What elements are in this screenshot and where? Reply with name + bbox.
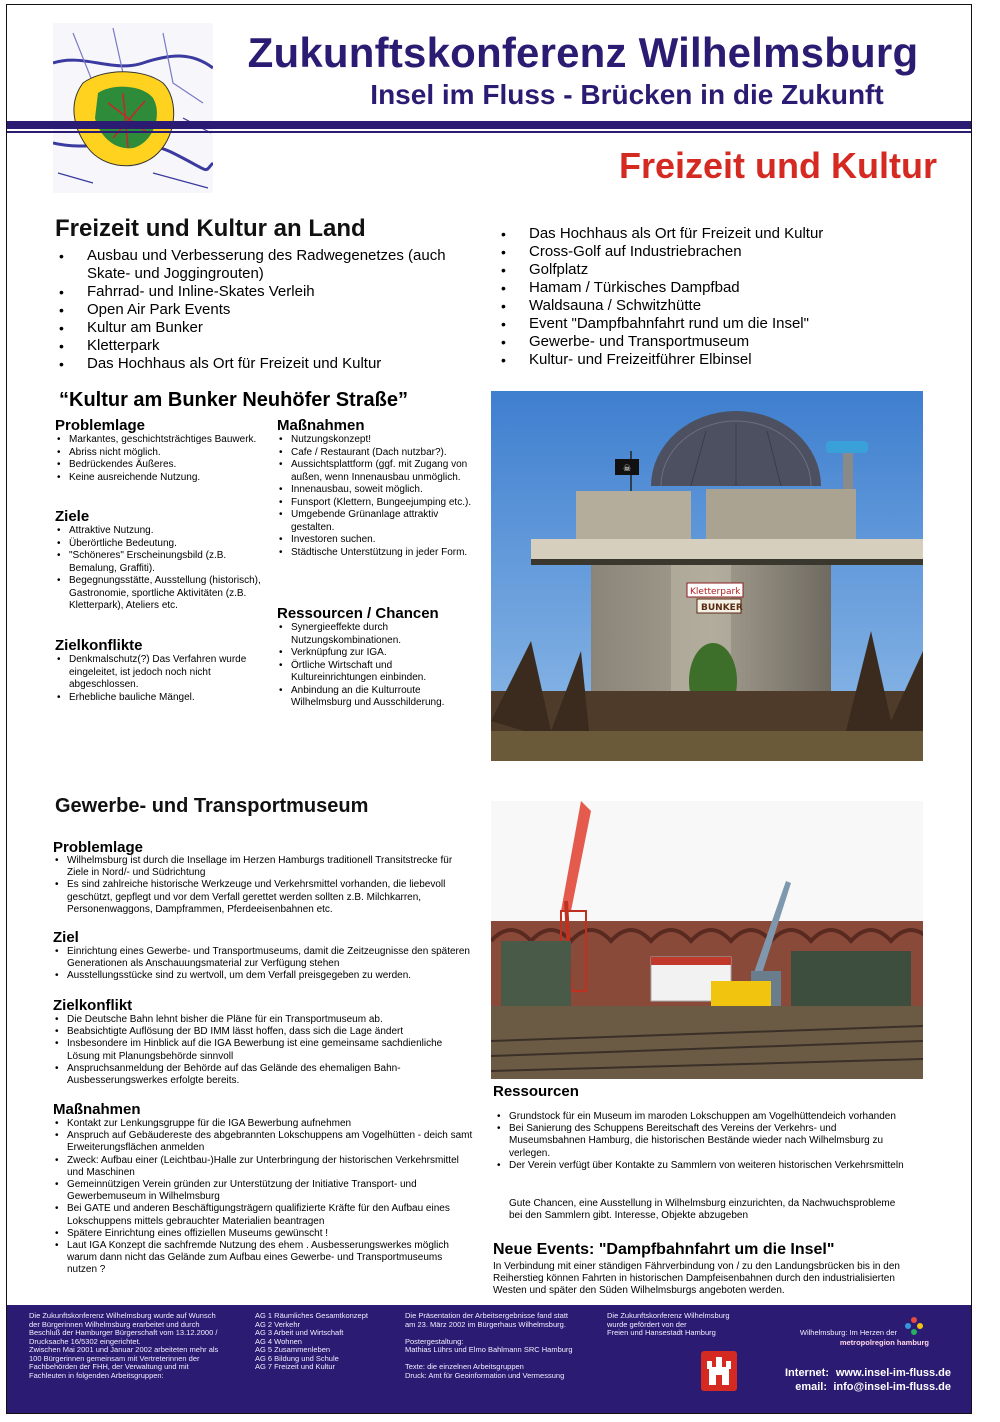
museum-zielkonflikt-list	[53, 1014, 473, 1087]
museum-ziel-heading: Ziel	[53, 929, 79, 946]
footer-internet-label: Internet:	[785, 1367, 829, 1379]
list-item: • Ausstellungsstücke sind zu wertvoll, um dem Verfall preisgegeben zu werden.	[53, 970, 473, 982]
list-item: • Kultur- und Freizeitführer Elbinsel	[497, 351, 927, 369]
list-item: • Attraktive Nutzung.	[55, 525, 261, 538]
list-item: • Hamam / Türkisches Dampfbad	[497, 279, 927, 297]
list-item: • Open Air Park Events	[55, 301, 491, 319]
list-item: • Keine ausreichende Nutzung.	[55, 472, 265, 485]
museum-problemlage-heading: Problemlage	[53, 839, 144, 856]
footer-email-label: email:	[795, 1381, 827, 1393]
bunker-sign-kletterpark: Kletterpark	[690, 587, 741, 597]
list-item: • Städtische Unterstützung in jeder Form.	[277, 547, 477, 560]
bunker-massnahmen-heading: Maßnahmen	[277, 417, 365, 434]
events-heading: Neue Events: "Dampfbahnfahrt um die Insel"	[493, 1241, 835, 1258]
list-item: • Anspruchsanmeldung der Behörde auf das Gelände des ehemaligen Bahn-Ausbesserungswerkes erfolgte bereits.	[53, 1063, 473, 1087]
list-item: • Gewerbe- und Transportmuseum	[497, 333, 927, 351]
footer-about: Die Zukunftskonferenz Wilhelmsburg wurde auf Wunsch der Bürgerinnen Wilhelmsburg erarbeitet und durch Beschluß der Hamburger Bürgerschaft vom 13.12.2000 / Drucksache 16/5302 eingerichtet. Zwischen Mai 2001 und Januar 2002 arbeiteten mehr als 100 Bürgerinnen gemeinsam mit Vertreterinnen der Fachbehörden der FHH, der Verwaltung und mit Fachleuten in folgenden Arbeitsgruppen:	[29, 1311, 219, 1380]
list-item: • Kontakt zur Lenkungsgruppe für die IGA Bewerbung aufnehmen	[53, 1118, 473, 1130]
list-item: • Überörtliche Bedeutung.	[55, 538, 261, 551]
list-item: • Abriss nicht möglich.	[55, 447, 265, 460]
railway-yard-photo	[491, 801, 923, 1079]
bunker-problemlage-list	[55, 434, 265, 484]
bunker-ressourcen-list	[277, 622, 477, 710]
bunker-zielkonflikte-heading: Zielkonflikte	[55, 637, 143, 654]
bunker-ressourcen-heading: Ressourcen / Chancen	[277, 605, 439, 622]
list-item: • Bei Sanierung des Schuppens Bereitschaft des Vereins der Verkehrs- und Museumsbahnen Hamburg, die historischen Bestände wieder nach Wilhelmsburg zu verlegen.	[495, 1123, 915, 1160]
land-right-list	[497, 225, 927, 369]
list-item: • Der Verein verfügt über Kontakte zu Sammlern von weiteren historischen Verkehrsmitteln	[495, 1160, 915, 1172]
list-item: • Verknüpfung zur IGA.	[277, 647, 477, 660]
events-text: In Verbindung mit einer ständigen Fährverbindung von / zu den Landungsbrücken bis in den Reiherstieg können Fahrten in historischen Dampfeisenbahnen durch den industrialisierten Westen und später den Süden Wilhelmsburgs angeboten werden.	[493, 1261, 900, 1296]
list-item: • Spätere Einrichtung eines offiziellen Museums gewünscht !	[53, 1228, 473, 1240]
svg-text:☠: ☠	[623, 464, 632, 474]
hamburg-coat-of-arms-icon	[701, 1351, 737, 1391]
list-item: • Markantes, geschichtsträchtiges Bauwerk.	[55, 434, 265, 447]
list-item: • Erhebliche bauliche Mängel.	[55, 692, 267, 705]
list-item: • Gemeinnützigen Verein gründen zur Unterstützung der Initiative Transport- und Gewerbemuseum in Wilhelmsburg	[53, 1179, 473, 1203]
list-item: • Bei GATE und anderen Beschäftigungsträgern qualifizierte Kräfte für den Aufbau eines Lokschuppens mittels gebrauchter Materialien beantragen	[53, 1203, 473, 1227]
list-item: • Die Deutsche Bahn lehnt bisher die Pläne für ein Transportmuseum ab.	[53, 1014, 473, 1026]
footer-email-link[interactable]: info@insel-im-fluss.de	[833, 1381, 951, 1393]
bunker-ziele-list	[55, 525, 261, 613]
metropolregion-logo-icon	[903, 1315, 925, 1337]
list-item: • Denkmalschutz(?) Das Verfahren wurde eingeleitet, ist jedoch noch nicht abgeschlossen.	[55, 654, 267, 692]
list-item: • Golfplatz	[497, 261, 927, 279]
bunker-sign-bunker: BUNKER	[701, 603, 743, 613]
footer	[7, 1305, 972, 1414]
header-divider-thin	[7, 131, 972, 133]
list-item: • Anspruch auf Gebäudereste des abgebrannten Lokschuppens am Vogelhütten - deich samt Erweiterungsflächen anmelden	[53, 1130, 473, 1154]
bunker-title: “Kultur am Bunker Neuhöfer Straße”	[59, 389, 408, 411]
museum-ziel-list	[53, 946, 473, 983]
museum-heading: Gewerbe- und Transportmuseum	[55, 795, 369, 817]
list-item: • Event "Dampfbahnfahrt rund um die Insel"	[497, 315, 927, 333]
museum-massnahmen-list	[53, 1118, 473, 1277]
list-item: • Synergieeffekte durch Nutzungskombinationen.	[277, 622, 477, 647]
list-item: • Cafe / Restaurant (Dach nutzbar?).	[277, 447, 477, 460]
land-left-list	[55, 247, 491, 373]
list-item: • Nutzungskonzept!	[277, 434, 477, 447]
footer-internet-link[interactable]: www.insel-im-fluss.de	[835, 1367, 951, 1379]
land-heading: Freizeit und Kultur an Land	[55, 215, 366, 242]
list-item: • Bedrückendes Äußeres.	[55, 459, 265, 472]
list-item: • Beabsichtigte Auflösung der BD IMM lässt hoffen, dass sich die Lage ändert	[53, 1026, 473, 1038]
bunker-massnahmen-list	[277, 434, 477, 559]
list-item: • Einrichtung eines Gewerbe- und Transportmuseums, damit die Zeitzeugnisse den späteren Generationen als Anschauungsmaterial zur Verfügung stehen	[53, 946, 473, 970]
footer-credits: Die Präsentation der Arbeitsergebnisse fand statt am 23. März 2002 im Bürgerhaus Wilhelmsburg. Postergestaltung: Mathias Lührs und Elmo Bahlmann SRC Hamburg Texte: die einzelnen Arbeitsgruppen Druck: Amt für Geoinformation und Vermessung	[405, 1311, 573, 1380]
list-item: • Anbindung an die Kulturroute Wilhelmsburg und Ausschilderung.	[277, 685, 477, 710]
bunker-problemlage-heading: Problemlage	[55, 417, 146, 434]
list-item: • Das Hochhaus als Ort für Freizeit und Kultur	[55, 355, 491, 373]
list-item: • Begegnungsstätte, Ausstellung (historisch), Gastronomie, sportliche Aktivitäten (z.B. Kletterpark), Ateliers etc.	[55, 575, 261, 613]
museum-ressourcen-heading: Ressourcen	[493, 1083, 579, 1100]
poster-subtitle: Insel im Fluss - Brücken in die Zukunft	[370, 79, 884, 110]
bunker-zielkonflikte-list	[55, 654, 267, 704]
list-item: • Zweck: Aufbau einer (Leichtbau-)Halle zur Unterbringung der historischen Verkehrsmittel und Maschinen	[53, 1155, 473, 1179]
list-item: • Funsport (Klettern, Bungeejumping etc.).	[277, 497, 477, 510]
wilhelmsburg-map-thumbnail	[53, 23, 213, 193]
bunker-ziele-heading: Ziele	[55, 508, 90, 525]
museum-problemlage-list	[53, 855, 473, 916]
museum-ressourcen-extra: Gute Chancen, eine Ausstellung in Wilhelmsburg einzurichten, da Nachwuchsprobleme bei den Sammlern gibt. Interesse, Objekte abzugeben	[509, 1198, 896, 1221]
list-item: • Laut IGA Konzept die sachfremde Nutzung des ehem . Ausbesserungswerkes möglich warum dann nicht das Gelände zum Aufbau eines Gewerbe- und Transportmuseums nutzen ?	[53, 1240, 473, 1277]
poster	[6, 4, 972, 1414]
list-item: • Innenausbau, soweit möglich.	[277, 484, 477, 497]
museum-ressourcen-list	[495, 1111, 915, 1172]
list-item: • Örtliche Wirtschaft und Kultureinrichtungen einbinden.	[277, 660, 477, 685]
list-item: • Kletterpark	[55, 337, 491, 355]
list-item: • Ausbau und Verbesserung des Radwegenetzes (auch Skate- und Joggingrouten)	[55, 247, 491, 283]
list-item: • Grundstock für ein Museum im maroden Lokschuppen am Vogelhüttendeich vorhanden	[495, 1111, 915, 1123]
museum-zielkonflikt-heading: Zielkonflikt	[53, 997, 133, 1014]
list-item: • Aussichtsplattform (ggf. mit Zugang von außen, wenn Innenausbau unmöglich.	[277, 459, 477, 484]
list-item: • Waldsauna / Schwitzhütte	[497, 297, 927, 315]
bunker-photo	[491, 391, 923, 761]
list-item: • Kultur am Bunker	[55, 319, 491, 337]
footer-sponsor: Die Zukunftskonferenz Wilhelmsburg wurde gefördert von der Freien und Hansestadt Hamburg	[607, 1311, 730, 1337]
list-item: • Insbesondere im Hinblick auf die IGA Bewerbung ist eine gemeinsame sachdienliche Lösung mit Planungsbehörde sinnvoll	[53, 1038, 473, 1062]
list-item: • Wilhelmsburg ist durch die Insellage im Herzen Hamburgs traditionell Transitstrecke für Ziele in Nord/- und Südrichtung	[53, 855, 473, 879]
footer-tagline-prefix: Wilhelmsburg: Im Herzen der	[799, 1328, 897, 1337]
poster-title: Zukunftskonferenz Wilhelmsburg	[247, 29, 919, 76]
museum-massnahmen-heading: Maßnahmen	[53, 1101, 141, 1118]
header-divider-thick	[7, 121, 972, 129]
list-item: • Das Hochhaus als Ort für Freizeit und Kultur	[497, 225, 927, 243]
footer-tagline-brand: metropolregion hamburg	[839, 1338, 929, 1347]
footer-working-groups: AG 1 Räumliches Gesamtkonzept AG 2 Verkehr AG 3 Arbeit und Wirtschaft AG 4 Wohnen AG 5 Zusammenleben AG 6 Bildung und Schule AG 7 Freizeit und Kultur	[255, 1311, 368, 1371]
list-item: • Es sind zahlreiche historische Werkzeuge und Verkehrsmittel vorhanden, die liebevoll geschützt, gepflegt und vor dem Verfall gerettet werden sollten z.B. Milchkarren, Personenwaggons, Dampframmen, Pferdeeisenbahnen etc.	[53, 879, 473, 916]
page-heading: Freizeit und Kultur	[619, 145, 937, 186]
list-item: • Umgebende Grünanlage attraktiv gestalten.	[277, 509, 477, 534]
list-item: • Cross-Golf auf Industriebrachen	[497, 243, 927, 261]
list-item: • "Schöneres" Erscheinungsbild (z.B. Bemalung, Graffiti).	[55, 550, 261, 575]
list-item: • Fahrrad- und Inline-Skates Verleih	[55, 283, 491, 301]
list-item: • Investoren suchen.	[277, 534, 477, 547]
